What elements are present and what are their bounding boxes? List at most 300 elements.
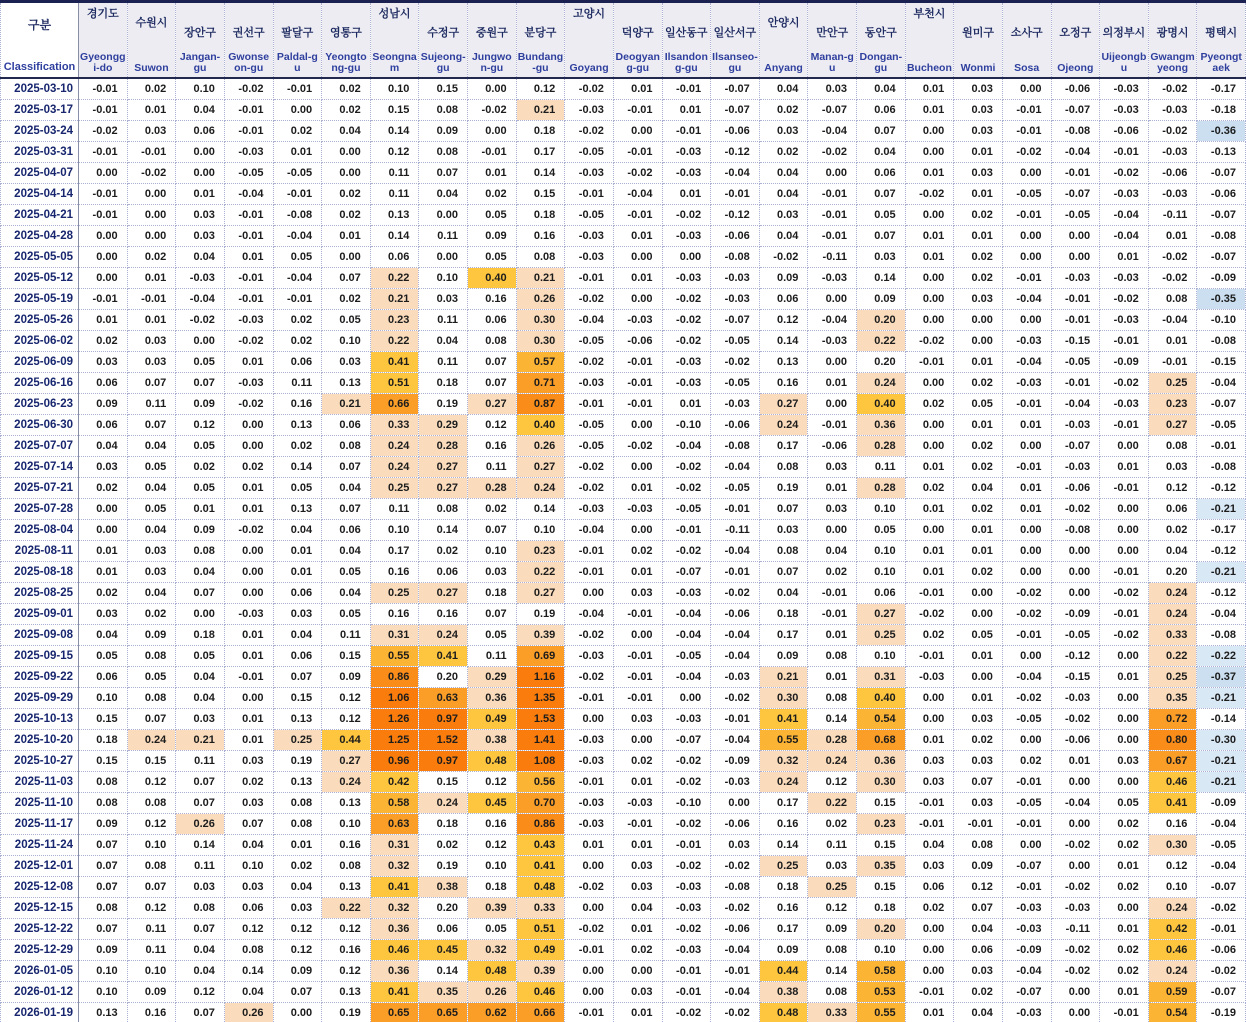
value-cell: -0.05 xyxy=(711,372,760,393)
value-cell: 0.01 xyxy=(322,225,371,246)
value-cell: 0.27 xyxy=(516,456,565,477)
value-cell: 0.04 xyxy=(905,834,954,855)
value-cell: -0.01 xyxy=(613,393,662,414)
value-cell: 0.00 xyxy=(1002,435,1051,456)
table-row xyxy=(1,183,1246,204)
value-cell: 0.63 xyxy=(370,813,419,834)
value-cell: 0.00 xyxy=(905,687,954,708)
value-cell: 0.01 xyxy=(905,498,954,519)
value-cell: -0.08 xyxy=(711,246,760,267)
value-cell: 0.03 xyxy=(79,603,128,624)
value-cell: 0.09 xyxy=(176,519,225,540)
value-cell: -0.04 xyxy=(662,624,711,645)
value-cell: -0.01 xyxy=(905,351,954,372)
value-cell: 0.08 xyxy=(127,687,176,708)
value-cell: 0.04 xyxy=(273,519,322,540)
value-cell: 0.04 xyxy=(273,876,322,897)
value-cell: -0.01 xyxy=(565,267,614,288)
value-cell: 0.00 xyxy=(808,162,857,183)
value-cell: 0.00 xyxy=(1051,246,1100,267)
date-cell: 2025-12-29 xyxy=(1,939,79,960)
value-cell: 0.03 xyxy=(224,876,273,897)
value-cell: 0.10 xyxy=(176,78,225,99)
value-cell: 0.00 xyxy=(1002,519,1051,540)
value-cell: -0.03 xyxy=(1051,456,1100,477)
value-cell: 0.68 xyxy=(857,729,906,750)
column-label-korean: 만안구 xyxy=(816,27,849,39)
value-cell: 0.17 xyxy=(370,540,419,561)
value-cell: 0.16 xyxy=(127,1002,176,1022)
table-row xyxy=(1,666,1246,687)
value-cell: 0.12 xyxy=(224,918,273,939)
value-cell: 0.06 xyxy=(79,372,128,393)
column-label-korean: 동안구 xyxy=(864,27,897,39)
value-cell: 0.03 xyxy=(905,771,954,792)
value-cell: 0.00 xyxy=(224,435,273,456)
value-cell: -0.14 xyxy=(1197,708,1246,729)
value-cell: 0.07 xyxy=(759,498,808,519)
value-cell: 0.00 xyxy=(468,120,517,141)
value-cell: -0.02 xyxy=(759,246,808,267)
value-cell: -0.03 xyxy=(711,771,760,792)
value-cell: 0.58 xyxy=(857,960,906,981)
table-row xyxy=(1,960,1246,981)
value-cell: 0.66 xyxy=(370,393,419,414)
value-cell: 0.02 xyxy=(954,456,1003,477)
value-cell: 0.01 xyxy=(224,498,273,519)
value-cell: 0.20 xyxy=(419,666,468,687)
value-cell: 0.07 xyxy=(468,351,517,372)
value-cell: -0.06 xyxy=(1100,120,1149,141)
value-cell: 0.25 xyxy=(370,477,419,498)
value-cell: 0.12 xyxy=(127,897,176,918)
value-cell: 0.46 xyxy=(370,939,419,960)
value-cell: 0.01 xyxy=(127,267,176,288)
value-cell: 0.07 xyxy=(468,603,517,624)
value-cell: 0.02 xyxy=(127,603,176,624)
value-cell: 0.03 xyxy=(176,225,225,246)
value-cell: 0.16 xyxy=(759,372,808,393)
value-cell: 0.13 xyxy=(273,708,322,729)
value-cell: 0.00 xyxy=(613,120,662,141)
value-cell: 0.11 xyxy=(419,225,468,246)
value-cell: 0.72 xyxy=(1148,708,1197,729)
value-cell: -0.07 xyxy=(1197,393,1246,414)
value-cell: -0.03 xyxy=(1148,99,1197,120)
value-cell: 0.02 xyxy=(905,897,954,918)
value-cell: 0.09 xyxy=(468,225,517,246)
table-row xyxy=(1,729,1246,750)
column-label-korean: 광명시 xyxy=(1156,27,1189,39)
value-cell: 0.04 xyxy=(176,687,225,708)
value-cell: 0.04 xyxy=(613,897,662,918)
value-cell: 0.56 xyxy=(516,771,565,792)
value-cell: -0.21 xyxy=(1197,750,1246,771)
value-cell: 0.00 xyxy=(224,582,273,603)
value-cell: -0.07 xyxy=(1051,435,1100,456)
value-cell: 0.28 xyxy=(808,729,857,750)
value-cell: 0.20 xyxy=(419,897,468,918)
value-cell: 0.03 xyxy=(905,855,954,876)
value-cell: 0.01 xyxy=(613,78,662,99)
table-row xyxy=(1,519,1246,540)
value-cell: 0.00 xyxy=(808,288,857,309)
value-cell: 0.86 xyxy=(516,813,565,834)
value-cell: 0.14 xyxy=(273,456,322,477)
table-row xyxy=(1,99,1246,120)
value-cell: 0.01 xyxy=(127,99,176,120)
value-cell: 0.33 xyxy=(516,897,565,918)
value-cell: 0.16 xyxy=(273,393,322,414)
value-cell: 0.14 xyxy=(759,834,808,855)
table-row xyxy=(1,939,1246,960)
value-cell: -0.35 xyxy=(1197,288,1246,309)
value-cell: -0.06 xyxy=(1051,477,1100,498)
value-cell: -0.01 xyxy=(79,141,128,162)
value-cell: 0.08 xyxy=(79,897,128,918)
value-cell: 0.02 xyxy=(322,99,371,120)
date-cell: 2025-05-19 xyxy=(1,288,79,309)
value-cell: 0.11 xyxy=(127,918,176,939)
value-cell: 0.04 xyxy=(759,162,808,183)
value-cell: 0.00 xyxy=(419,204,468,225)
column-label-korean: 일산서구 xyxy=(713,27,757,39)
value-cell: 0.02 xyxy=(613,540,662,561)
value-cell: 0.28 xyxy=(419,435,468,456)
date-cell: 2025-06-23 xyxy=(1,393,79,414)
value-cell: -0.11 xyxy=(1051,918,1100,939)
value-cell: 0.27 xyxy=(516,582,565,603)
value-cell: 0.02 xyxy=(79,477,128,498)
value-cell: -0.05 xyxy=(273,162,322,183)
value-cell: 0.05 xyxy=(468,246,517,267)
value-cell: -0.01 xyxy=(613,813,662,834)
value-cell: 0.18 xyxy=(79,729,128,750)
value-cell: -0.30 xyxy=(1197,729,1246,750)
value-cell: -0.01 xyxy=(1051,372,1100,393)
value-cell: -0.03 xyxy=(808,330,857,351)
value-cell: -0.01 xyxy=(662,120,711,141)
value-cell: 0.03 xyxy=(273,603,322,624)
value-cell: 0.01 xyxy=(808,477,857,498)
value-cell: -0.03 xyxy=(1051,897,1100,918)
value-cell: -0.05 xyxy=(662,498,711,519)
value-cell: 0.00 xyxy=(905,204,954,225)
value-cell: 0.03 xyxy=(176,876,225,897)
table-row xyxy=(1,1002,1246,1022)
value-cell: 0.01 xyxy=(905,162,954,183)
value-cell: 0.00 xyxy=(1100,498,1149,519)
value-cell: 0.01 xyxy=(905,729,954,750)
value-cell: -0.03 xyxy=(565,498,614,519)
value-cell: 0.08 xyxy=(273,813,322,834)
value-cell: 0.02 xyxy=(905,624,954,645)
value-cell: -0.01 xyxy=(79,204,128,225)
value-cell: 0.45 xyxy=(468,792,517,813)
value-cell: 0.00 xyxy=(1002,834,1051,855)
value-cell: 0.09 xyxy=(127,981,176,1002)
value-cell: -0.01 xyxy=(565,1002,614,1022)
value-cell: -0.02 xyxy=(565,288,614,309)
value-cell: 0.05 xyxy=(176,477,225,498)
value-cell: 0.05 xyxy=(176,645,225,666)
value-cell: 0.03 xyxy=(954,750,1003,771)
value-cell: 1.53 xyxy=(516,708,565,729)
value-cell: 1.25 xyxy=(370,729,419,750)
value-cell: 0.01 xyxy=(1051,750,1100,771)
value-cell: 0.00 xyxy=(954,582,1003,603)
value-cell: 0.07 xyxy=(468,372,517,393)
value-cell: 0.02 xyxy=(419,540,468,561)
value-cell: -0.04 xyxy=(711,729,760,750)
value-cell: 0.00 xyxy=(273,1002,322,1022)
column-label-english: Dongan-gu xyxy=(859,51,903,74)
value-cell: -0.03 xyxy=(662,141,711,162)
value-cell: -0.04 xyxy=(1197,855,1246,876)
value-cell: 0.04 xyxy=(1148,540,1197,561)
column-label-english: Gwangmyeong xyxy=(1150,51,1195,74)
value-cell: 0.00 xyxy=(79,498,128,519)
value-cell: -0.03 xyxy=(613,498,662,519)
value-cell: -0.08 xyxy=(1197,624,1246,645)
corner-label-english: Classification xyxy=(3,61,76,73)
value-cell: -0.04 xyxy=(711,162,760,183)
value-cell: 0.01 xyxy=(1100,918,1149,939)
value-cell: -0.01 xyxy=(224,120,273,141)
value-cell: 0.00 xyxy=(79,519,128,540)
value-cell: 0.06 xyxy=(322,519,371,540)
value-cell: 0.21 xyxy=(516,267,565,288)
value-cell: 0.00 xyxy=(905,435,954,456)
column-label-korean: 장안구 xyxy=(184,27,216,39)
value-cell: 0.31 xyxy=(857,666,906,687)
value-cell: 0.22 xyxy=(1148,645,1197,666)
value-cell: -0.08 xyxy=(711,876,760,897)
value-cell: 0.11 xyxy=(370,498,419,519)
value-cell: 0.09 xyxy=(79,939,128,960)
value-cell: 0.00 xyxy=(176,603,225,624)
value-cell: -0.19 xyxy=(1197,1002,1246,1022)
value-cell: -0.03 xyxy=(565,225,614,246)
value-cell: 0.06 xyxy=(857,582,906,603)
table-row xyxy=(1,414,1246,435)
value-cell: 0.05 xyxy=(954,393,1003,414)
table-row xyxy=(1,498,1246,519)
value-cell: 0.25 xyxy=(857,624,906,645)
value-cell: -0.07 xyxy=(808,99,857,120)
date-cell: 2025-03-10 xyxy=(1,78,79,99)
value-cell: 0.06 xyxy=(759,288,808,309)
value-cell: 0.01 xyxy=(565,834,614,855)
value-cell: -0.03 xyxy=(565,792,614,813)
value-cell: 0.12 xyxy=(808,897,857,918)
value-cell: -0.02 xyxy=(1002,582,1051,603)
date-cell: 2025-11-03 xyxy=(1,771,79,792)
value-cell: -0.01 xyxy=(224,288,273,309)
value-cell: 0.01 xyxy=(79,309,128,330)
value-cell: -0.02 xyxy=(565,876,614,897)
value-cell: 0.46 xyxy=(1148,771,1197,792)
value-cell: -0.03 xyxy=(662,372,711,393)
value-cell: 0.19 xyxy=(419,855,468,876)
value-cell: -0.04 xyxy=(565,603,614,624)
value-cell: 0.01 xyxy=(79,540,128,561)
table-row xyxy=(1,351,1246,372)
value-cell: 0.09 xyxy=(954,855,1003,876)
value-cell: 0.19 xyxy=(322,1002,371,1022)
value-cell: -0.01 xyxy=(954,813,1003,834)
value-cell: 0.00 xyxy=(905,939,954,960)
value-cell: -0.11 xyxy=(711,519,760,540)
value-cell: 0.15 xyxy=(857,792,906,813)
value-cell: 0.35 xyxy=(1148,687,1197,708)
value-cell: 0.00 xyxy=(613,288,662,309)
table-row xyxy=(1,834,1246,855)
value-cell: 0.42 xyxy=(370,771,419,792)
value-cell: 0.01 xyxy=(662,393,711,414)
value-cell: 0.07 xyxy=(176,771,225,792)
value-cell: -0.03 xyxy=(176,267,225,288)
column-header-gwonseon-gu xyxy=(224,2,273,79)
value-cell: -0.02 xyxy=(565,477,614,498)
value-cell: 0.02 xyxy=(322,288,371,309)
value-cell: -0.01 xyxy=(79,288,128,309)
value-cell: -0.01 xyxy=(905,645,954,666)
value-cell: -0.05 xyxy=(224,162,273,183)
value-cell: -0.04 xyxy=(565,519,614,540)
value-cell: 0.00 xyxy=(954,603,1003,624)
value-cell: -0.04 xyxy=(1002,666,1051,687)
value-cell: -0.06 xyxy=(1197,939,1246,960)
value-cell: 0.31 xyxy=(370,624,419,645)
value-cell: -0.37 xyxy=(1197,666,1246,687)
value-cell: 0.08 xyxy=(468,330,517,351)
value-cell: 0.10 xyxy=(224,855,273,876)
value-cell: -0.04 xyxy=(1100,225,1149,246)
value-cell: 0.00 xyxy=(1100,771,1149,792)
value-cell: 0.01 xyxy=(176,498,225,519)
value-cell: 0.00 xyxy=(565,855,614,876)
value-cell: -0.01 xyxy=(565,540,614,561)
value-cell: -0.02 xyxy=(1148,120,1197,141)
value-cell: -0.03 xyxy=(711,288,760,309)
value-cell: 0.08 xyxy=(759,540,808,561)
value-cell: 0.19 xyxy=(759,477,808,498)
column-header-ilsandong-gu xyxy=(662,2,711,79)
column-label-korean: 안양시 xyxy=(767,17,800,29)
value-cell: -0.01 xyxy=(613,666,662,687)
column-header-uijeongbu xyxy=(1100,2,1149,79)
value-cell: 0.00 xyxy=(1002,645,1051,666)
value-cell: 0.00 xyxy=(224,414,273,435)
value-cell: -0.02 xyxy=(127,162,176,183)
value-cell: 0.12 xyxy=(1148,477,1197,498)
value-cell: 0.00 xyxy=(613,519,662,540)
value-cell: -0.01 xyxy=(808,183,857,204)
value-cell: 0.11 xyxy=(419,309,468,330)
column-header-pyeongtaek xyxy=(1197,2,1246,79)
value-cell: -0.04 xyxy=(1100,204,1149,225)
value-cell: -0.01 xyxy=(565,393,614,414)
value-cell: 0.02 xyxy=(224,456,273,477)
value-cell: 0.41 xyxy=(759,708,808,729)
column-label-korean: 원미구 xyxy=(962,27,994,39)
value-cell: 0.07 xyxy=(322,267,371,288)
value-cell: 0.33 xyxy=(370,414,419,435)
value-cell: -0.02 xyxy=(224,78,273,99)
value-cell: -0.02 xyxy=(662,750,711,771)
column-label-korean: 일산동구 xyxy=(665,27,708,39)
value-cell: -0.01 xyxy=(468,141,517,162)
value-cell: -0.02 xyxy=(565,78,614,99)
value-cell: -0.01 xyxy=(1197,918,1246,939)
value-cell: 0.00 xyxy=(905,918,954,939)
value-cell: 0.00 xyxy=(1100,729,1149,750)
value-cell: 0.03 xyxy=(808,855,857,876)
value-cell: -0.04 xyxy=(273,225,322,246)
value-cell: 0.15 xyxy=(127,750,176,771)
date-cell: 2025-06-02 xyxy=(1,330,79,351)
value-cell: -0.03 xyxy=(1002,330,1051,351)
value-cell: 0.10 xyxy=(516,519,565,540)
value-cell: 0.01 xyxy=(1002,477,1051,498)
value-cell: 0.28 xyxy=(857,435,906,456)
value-cell: 0.01 xyxy=(1100,855,1149,876)
value-cell: -0.01 xyxy=(711,183,760,204)
value-cell: 0.02 xyxy=(954,729,1003,750)
value-cell: -0.03 xyxy=(1100,309,1149,330)
value-cell: 0.05 xyxy=(79,645,128,666)
value-cell: -0.01 xyxy=(613,204,662,225)
corner-label-korean: 구분 xyxy=(27,18,52,32)
value-cell: 0.38 xyxy=(468,729,517,750)
value-cell: 0.14 xyxy=(857,267,906,288)
value-cell: -0.04 xyxy=(662,666,711,687)
value-cell: 0.01 xyxy=(954,225,1003,246)
value-cell: -0.05 xyxy=(1051,624,1100,645)
value-cell: 0.00 xyxy=(322,141,371,162)
value-cell: 0.11 xyxy=(127,393,176,414)
value-cell: 0.15 xyxy=(370,99,419,120)
value-cell: 0.46 xyxy=(1148,939,1197,960)
value-cell: -0.01 xyxy=(711,498,760,519)
value-cell: 0.01 xyxy=(905,246,954,267)
value-cell: 0.38 xyxy=(419,876,468,897)
value-cell: 0.24 xyxy=(808,750,857,771)
value-cell: 0.70 xyxy=(516,792,565,813)
value-cell: 0.02 xyxy=(954,981,1003,1002)
date-cell: 2026-01-12 xyxy=(1,981,79,1002)
value-cell: 0.21 xyxy=(516,99,565,120)
value-cell: 0.10 xyxy=(857,561,906,582)
column-label-english: Jungwon-gu xyxy=(471,51,512,74)
value-cell: -0.04 xyxy=(565,309,614,330)
value-cell: 0.00 xyxy=(662,687,711,708)
value-cell: 0.07 xyxy=(273,666,322,687)
value-cell: 0.02 xyxy=(79,582,128,603)
value-cell: 0.04 xyxy=(857,78,906,99)
value-cell: 0.06 xyxy=(79,666,128,687)
value-cell: -0.01 xyxy=(273,183,322,204)
table-row xyxy=(1,624,1246,645)
value-cell: 0.06 xyxy=(322,414,371,435)
value-cell: 0.24 xyxy=(370,456,419,477)
value-cell: 0.04 xyxy=(127,582,176,603)
value-cell: 0.01 xyxy=(905,1002,954,1022)
value-cell: 0.00 xyxy=(905,288,954,309)
value-cell: 0.11 xyxy=(808,834,857,855)
value-cell: 0.02 xyxy=(613,750,662,771)
